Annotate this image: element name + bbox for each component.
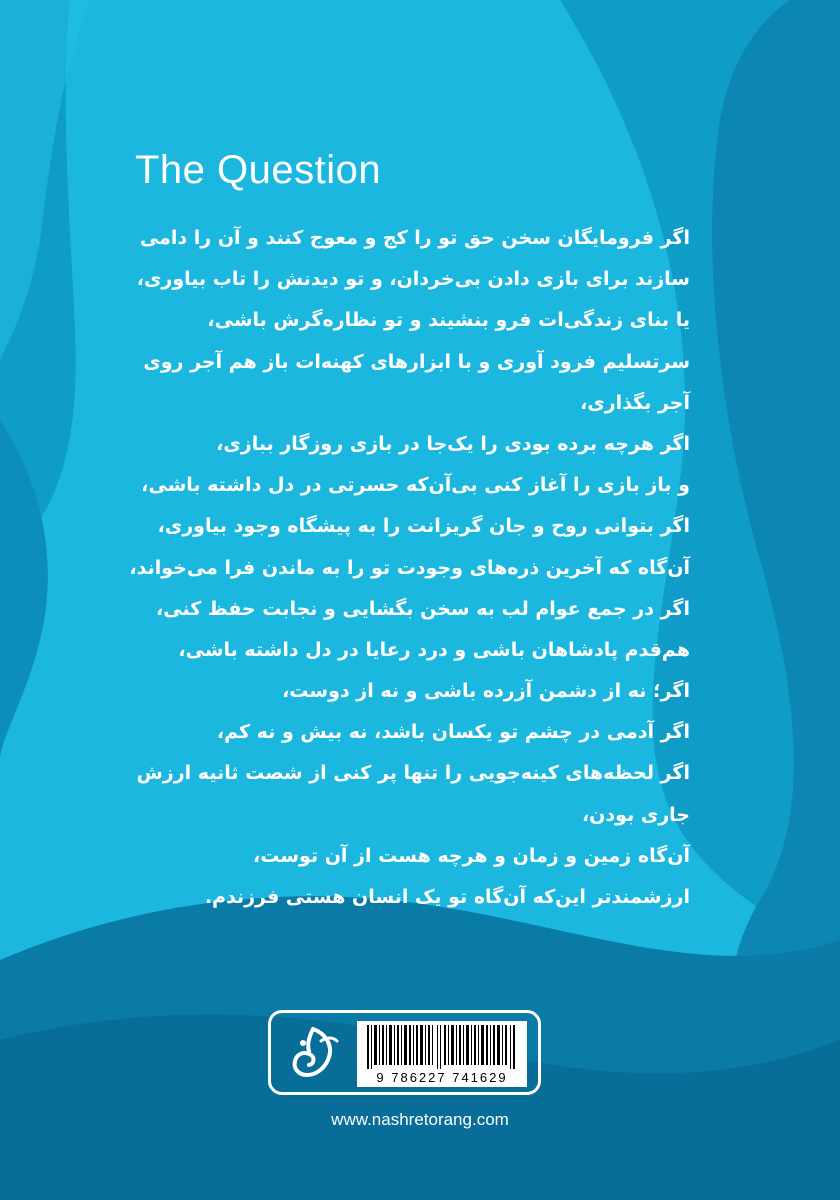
poem-line: هم‌قدم پادشاهان باشی و درد رعایا در دل داشته باشی،: [178, 638, 690, 661]
poem-line: سرتسلیم فرود آوری و با ابزارهای کهنه‌ات باز هم آجر روی: [143, 350, 690, 373]
poem-line: اگر آدمی در چشم تو یکسان باشد، نه بیش و نه کم،: [216, 721, 690, 744]
poem-line: جاری بودن،: [581, 803, 690, 826]
poem-line: اگر فرومایگان سخن حق تو را کج و معوج کنند و آن را دامی: [139, 227, 690, 249]
poem-line: آن‌گاه که آخرین ذره‌های وجودت تو را به ماندن فرا می‌خواند،: [129, 556, 690, 579]
poem-line: آجر بگذاری،: [580, 391, 690, 414]
poem-line: و باز بازی را آغاز کنی بی‌آن‌که حسرتی در دل داشته باشی،: [141, 474, 690, 497]
poem-line: یا بنای زندگی‌ات فرو بنشیند و تو نظاره‌گرش باشی،: [207, 309, 690, 332]
orange-bird-logo-icon: [283, 1023, 343, 1083]
isbn-number: 9 786227 741629: [376, 1070, 508, 1085]
poem-line: ارزشمندتر این‌که آن‌گاه تو یک انسان هستی فرزندم.: [204, 886, 690, 908]
poem-line: اگر؛ نه از دشمن آزرده باشی و نه از دوست،: [282, 680, 690, 703]
title: The Question: [135, 148, 382, 192]
poem-line: اگر هرچه برده بودی را یک‌جا در بازی روزگار ببازی،: [216, 432, 690, 455]
barcode-icon: [367, 1025, 517, 1069]
poem-line: اگر در جمع عوام لب به سخن بگشایی و نجابت حفظ کنی،: [156, 597, 690, 620]
poem-line: اگر بتوانی روح و جان گریزانت را به پیشگاه وجود بیاوری،: [157, 515, 690, 538]
isbn-barcode: [357, 1021, 527, 1087]
poem-line: اگر لحظه‌های کینه‌جویی را تنها پر کنی از شصت ثانیه ارزش: [136, 762, 690, 785]
poem-line: سازند برای بازی دادن بی‌خردان، و تو دیدنش را تاب بیاوری،: [136, 268, 690, 291]
publisher-website[interactable]: www.nashretorang.com: [331, 1110, 509, 1129]
publisher-box: [268, 1010, 541, 1095]
poem-text: [129, 218, 690, 918]
poem-line: آن‌گاه زمین و زمان و هرچه هست از آن توست،: [253, 844, 690, 867]
